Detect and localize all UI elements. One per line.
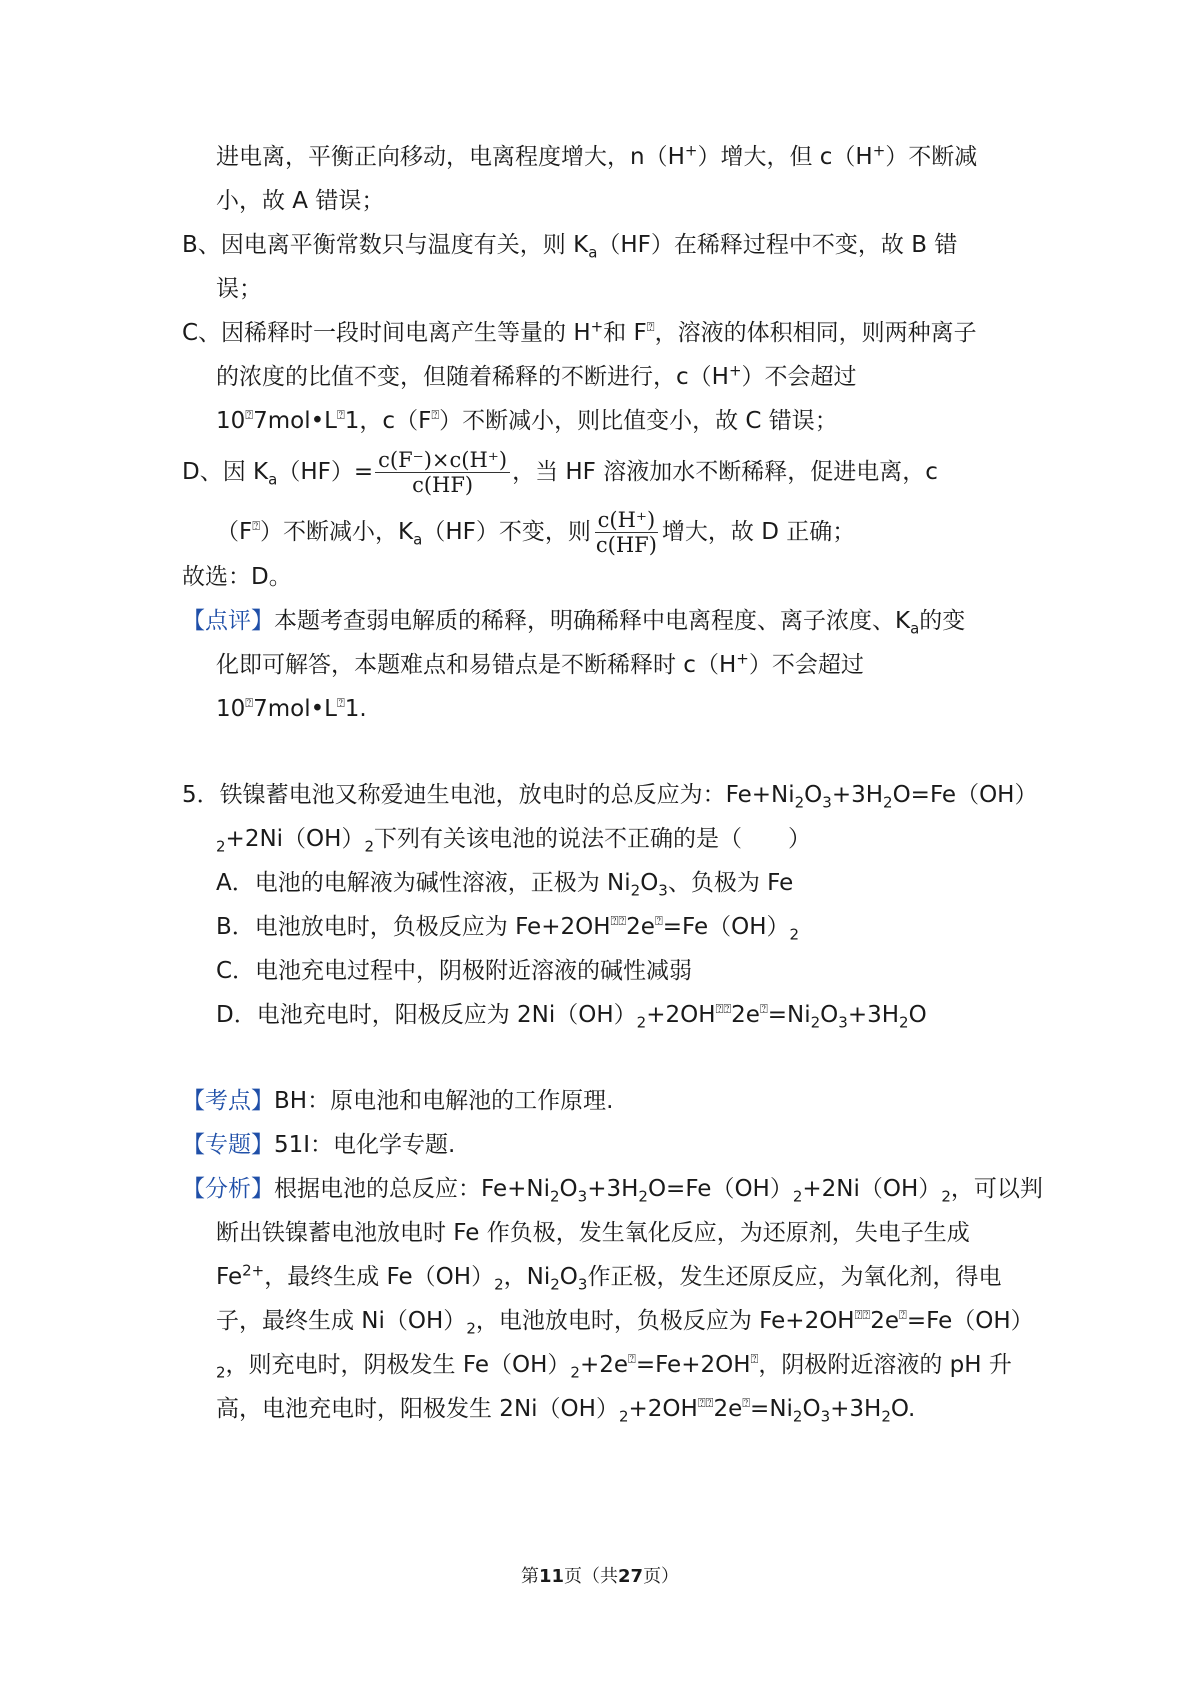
analysis-line: D、因 $K_a(HF)=$ $\frac{c(F^-)\times c(H^+)}{c(HF)}$ ，当 HF 溶液加水不断稀释，促进电离，c xyxy=(182,448,938,497)
comment-line: 10⍰7mol•L⍰1. xyxy=(216,696,367,722)
page-number: 11 xyxy=(538,1566,564,1587)
comment-line: 化即可解答，本题难点和易错点是不断稀释时 c（H+）不会超过 xyxy=(216,649,864,678)
kaodian-label: 【考点】 xyxy=(182,1088,274,1114)
analysis-line: 小，故 A 错误； xyxy=(216,188,385,214)
analysis-line: （F⍰）不断减小，$K_a(HF)$不变，则 $\frac{c(H^+)}{c(HF)}$ 增大，故 D 正确； xyxy=(216,508,856,557)
ka-fraction: $\frac{c(F^-)\times c(H^+)}{c(HF)}$ xyxy=(375,448,510,497)
analysis-line: 的浓度的比值不变，但随着稀释的不断进行，c（H+）不会超过 xyxy=(216,361,857,390)
option-a: A．电池的电解液为碱性溶液，正极为 $Ni_2O_3$、负极为 Fe xyxy=(216,870,794,900)
answer-choice: 故选：D。 xyxy=(182,564,292,590)
page-footer: 第11页（共27页） xyxy=(520,1566,680,1587)
option-d: D．电池充电时，阳极反应为 $2Ni(OH)_2+2OH⍰⍰2e⍰=Ni_2O_3+3H_2O$ xyxy=(216,1002,927,1032)
option-c: C．电池充电过程中，阴极附近溶液的碱性减弱 xyxy=(216,958,693,984)
analysis-line: C、因稀释时一段时间电离产生等量的 H+和 F⍰，溶液的体积相同，则两种离子 xyxy=(182,317,977,346)
analysis-line: 进电离，平衡正向移动，电离程度增大，n（H+）增大，但 c（H+）不断减 xyxy=(216,141,978,170)
question-stem: 5．铁镍蓄电池又称爱迪生电池，放电时的总反应为：$Fe+Ni_2O_3+3H_2O=Fe(OH)$ xyxy=(182,782,1038,812)
comment-label: 【点评】 xyxy=(182,608,274,634)
analysis-line: 误； xyxy=(216,276,262,302)
fenxi-line: 高，电池充电时，阳极发生 $2Ni(OH)_2+2OH⍰⍰2e⍰=Ni_2O_3+3H_2O$. xyxy=(216,1396,916,1426)
option-b: B．电池放电时，负极反应为 $Fe+2OH⍰⍰2e⍰=Fe(OH)_2$ xyxy=(216,914,800,944)
total-pages: 27 xyxy=(618,1566,644,1587)
kaodian-line: 【考点】BH：原电池和电解池的工作原理. xyxy=(182,1088,614,1114)
fenxi-label: 【分析】 xyxy=(182,1176,274,1202)
analysis-line: B、因电离平衡常数只与温度有关，则 $K_a(HF)$在稀释过程中不变，故 B 错 xyxy=(182,232,958,262)
ratio-fraction: $\frac{c(H^+)}{c(HF)}$ xyxy=(595,508,657,557)
fenxi-line: 断出铁镍蓄电池放电时 Fe 作负极，发生氧化反应，为还原剂，失电子生成 xyxy=(216,1220,970,1246)
zhuanti-label: 【专题】 xyxy=(182,1132,274,1158)
comment-line: 【点评】本题考查弱电解质的稀释，明确稀释中电离程度、离子浓度、$K_a$的变 xyxy=(182,608,966,638)
fenxi-line: 【分析】根据电池的总反应：$Fe+Ni_2O_3+3H_2O=Fe(OH)_2+2Ni(OH)_2$，可以判 xyxy=(182,1176,1043,1206)
question-stem: $_2+2Ni(OH)_2$下列有关该电池的说法不正确的是（ ） xyxy=(216,826,811,856)
zhuanti-line: 【专题】51I：电化学专题. xyxy=(182,1132,456,1158)
fenxi-line: $_2$，则充电时，阴极发生 $Fe(OH)_2+2e⍰=Fe+2OH⍰$，阴极附近溶液的 pH 升 xyxy=(216,1352,1012,1382)
fenxi-line: 子，最终生成 $Ni(OH)_2$，电池放电时，负极反应为 Fe+2OH⍰⍰2e⍰=Fe（OH） xyxy=(216,1308,1034,1338)
analysis-line: 10⍰7mol•L⍰1，c（F⍰）不断减小，则比值变小，故 C 错误； xyxy=(216,408,838,434)
fenxi-line: $Fe^{2+}$，最终生成 $Fe(OH)_2$，$Ni_2O_3$作正极，发生还原反应，为氧化剂，得电 xyxy=(216,1261,1002,1294)
